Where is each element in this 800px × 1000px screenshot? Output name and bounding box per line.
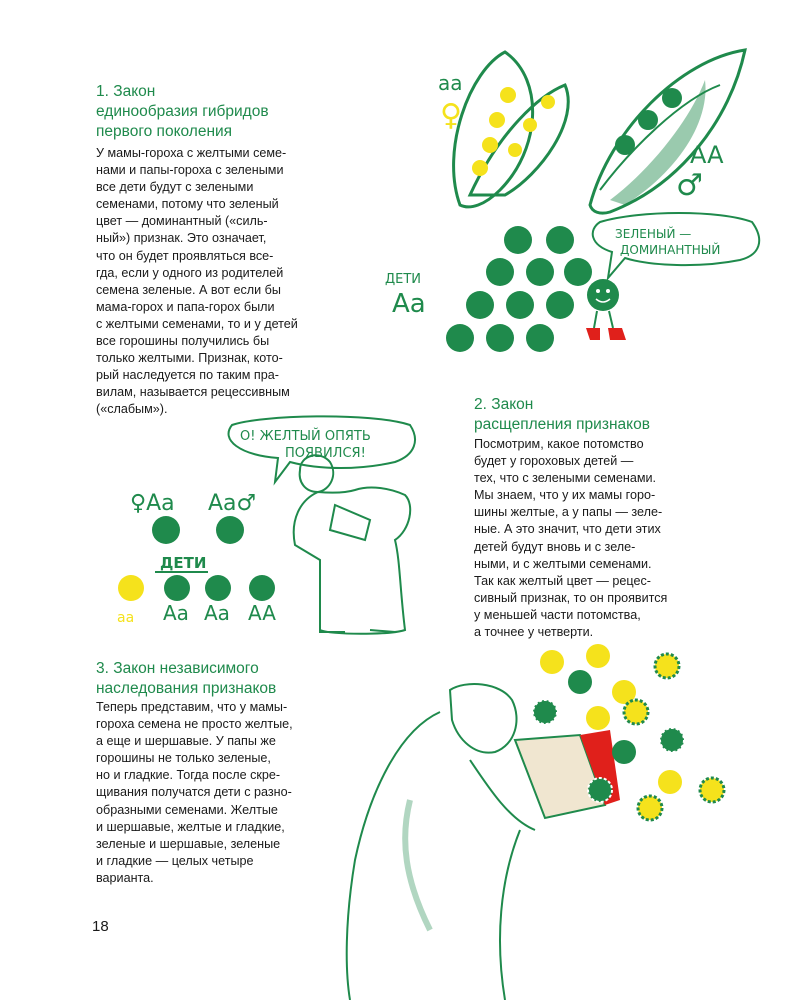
children-label-1: ДЕТИ <box>385 272 422 287</box>
svg-text:О! ЖЕЛТЫЙ ОПЯТЬ: О! ЖЕЛТЫЙ ОПЯТЬ <box>240 429 371 444</box>
speech-bubble-dominant <box>593 213 759 278</box>
section-1-heading: 1. Закон единообразия гибридов первого поколения <box>96 83 269 140</box>
male-symbol-icon: ♂ <box>676 168 703 203</box>
offspring-green-pea-icon <box>249 575 275 601</box>
pea-character-icon <box>586 279 626 340</box>
pea-pod-green-icon <box>590 50 745 213</box>
children-label-2: ДЕТИ <box>160 554 207 572</box>
speech-bubble-yellow-again <box>229 416 415 482</box>
offspring-genotype-2: Aa <box>163 601 189 625</box>
pea-pod-yellow-icon <box>454 52 569 207</box>
mother-genotype-label: aa <box>438 71 463 95</box>
offspring-yellow-pea-icon <box>118 575 144 601</box>
children-genotype-1: Aa <box>392 289 426 319</box>
section-1-body: У мамы-гороха с желтыми семе- нами и папы-гороха с зелеными все дети будут с зелеными семенами, потому что зеленый цвет — доминантный («силь- ный») признак. Это означает, что он будет проявляться все- гда, если у одного из родителей семена зеленые. А вот если бы мама-горох и папа-горох были с желтыми семенами, то и у детей все горошины получились бы только желтыми. Признак, кото- рый наследуется по таким пра- вилам, называется рецессивным («слабым»). <box>96 146 298 417</box>
offspring-green-pea-icon <box>164 575 190 601</box>
parent-left-genotype: ♀Aa <box>130 491 175 516</box>
section-2-body: Посмотрим, какое потомство будет у гороховых детей — тех, что с зелеными семенами. Мы знаем, что у их мамы горо- шины желтые, а у папы — зеле- ные. А это значит, что дети этих детей будут вновь и с зеле- ными, и с желтыми семенами. Так как желтый цвет — рецес- сивный признак, то он проявится у меньшей части потомства, а точнее у четверти. <box>474 437 668 640</box>
offspring-genotype-4: AA <box>248 601 276 625</box>
svg-text:ДОМИНАНТНЫЙ: ДОМИНАНТНЫЙ <box>620 243 721 257</box>
female-symbol-icon: ♀ <box>440 98 462 133</box>
page-number: 18 <box>92 918 109 935</box>
offspring-green-pea-icon <box>205 575 231 601</box>
section-3-body: Теперь представим, что у мамы- гороха семена не просто желтые, а еще и шершавые. У папы же горошины не только зеленые, но и гладкие. Тогда после скре- щивания получатся дети с разно- образными семенами. Желтые и шершавые, желтые и гладкие, зеленые и шершавые, зеленые и гладкие — целых четыре варианта. <box>96 700 293 885</box>
scientist-large-icon <box>347 684 620 1000</box>
svg-text:ЗЕЛЕНЫЙ —: ЗЕЛЕНЫЙ — <box>615 227 692 241</box>
offspring-genotype-1: aa <box>117 610 135 626</box>
parent-right-genotype: Aa♂ <box>208 491 257 516</box>
children-peas-group-1 <box>446 226 592 352</box>
parent-pea-right-icon <box>216 516 244 544</box>
section-3-heading: 3. Закон независимого наследования признаков <box>96 660 277 697</box>
offspring-genotype-3: Aa <box>204 601 230 625</box>
scientist-reading-icon <box>294 455 410 633</box>
section-2-heading: 2. Закон расщепления признаков <box>474 396 650 433</box>
father-genotype-label: AA <box>690 141 724 169</box>
parent-pea-left-icon <box>152 516 180 544</box>
svg-text:ПОЯВИЛСЯ!: ПОЯВИЛСЯ! <box>285 446 366 461</box>
